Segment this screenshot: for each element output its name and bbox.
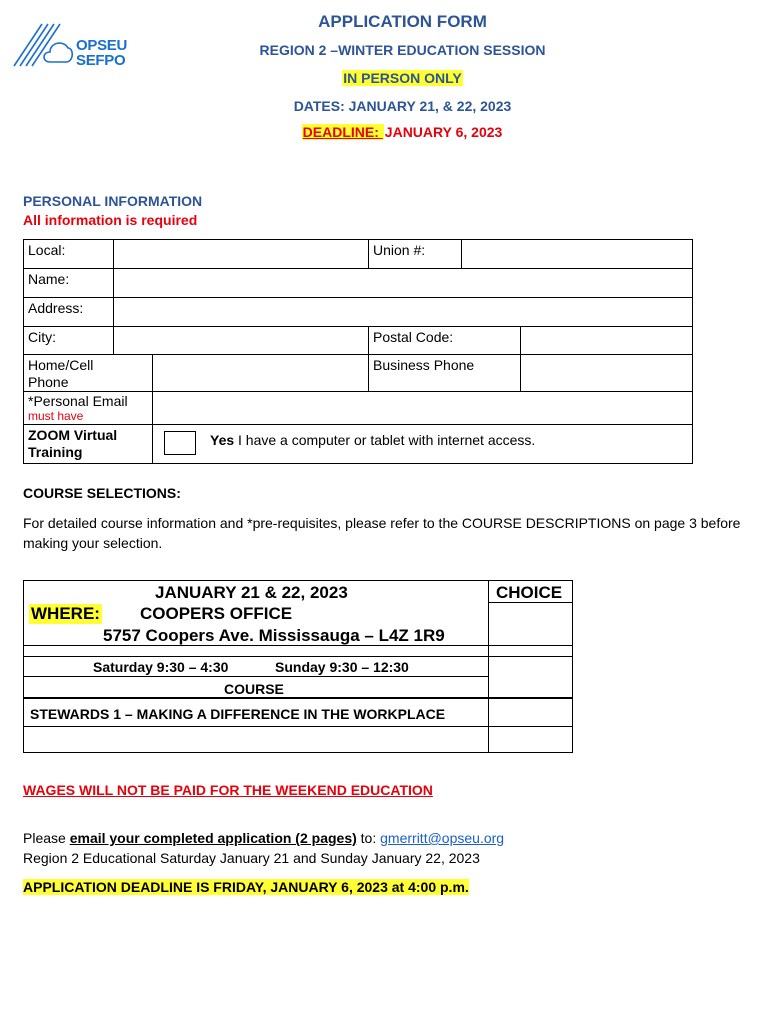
course-selections-text: For detailed course information and *pre-requisites, please refer to the COURSE DESCRIPTIONS on page 3 before making your selection. xyxy=(23,515,741,551)
logo-text-line1: OPSEU xyxy=(76,37,128,54)
email-to: to: xyxy=(356,830,381,846)
address-label: Address: xyxy=(23,297,114,327)
wages-notice: WAGES WILL NOT BE PAID FOR THE WEEKEND EDUCATION xyxy=(23,782,433,798)
row-divider-3 xyxy=(23,676,489,677)
local-label: Local: xyxy=(23,239,114,269)
where-address: 5757 Coopers Ave. Mississauga – L4Z 1R9 xyxy=(103,626,445,645)
postal-label: Postal Code: xyxy=(368,326,521,355)
final-deadline: APPLICATION DEADLINE IS FRIDAY, JANUARY 6, 2023 at 4:00 p.m. xyxy=(23,879,469,895)
header-deadline xyxy=(180,124,625,140)
email-label: *Personal Email xyxy=(28,393,128,409)
where-place: COOPERS OFFICE xyxy=(140,604,293,623)
zoom-label: ZOOM Virtual Training xyxy=(23,424,153,464)
in-person-text: IN PERSON ONLY xyxy=(343,70,462,86)
city-label: City: xyxy=(23,326,114,355)
course-choice-cell[interactable] xyxy=(489,699,572,726)
email-strong: email your completed application (2 pages) xyxy=(69,830,357,846)
postal-input[interactable] xyxy=(520,326,693,355)
sunday-hours: Sunday 9:30 – 12:30 xyxy=(275,659,409,675)
session-dates: DATES: JANUARY 21, & 22, 2023 xyxy=(293,98,512,114)
business-phone-label: Business Phone xyxy=(368,354,521,392)
home-phone-label: Home/Cell Phone xyxy=(23,354,153,392)
address-input[interactable] xyxy=(113,297,693,327)
zoom-yes: Yes xyxy=(210,432,235,448)
email-note: must have xyxy=(28,409,84,423)
form-title: APPLICATION FORM xyxy=(318,12,487,31)
opseu-logo-icon xyxy=(12,22,74,68)
business-phone-input[interactable] xyxy=(520,354,693,392)
union-input[interactable] xyxy=(461,239,693,269)
local-input[interactable] xyxy=(113,239,369,269)
required-note: All information is required xyxy=(23,212,198,228)
email-instruction xyxy=(23,830,504,846)
course-choice-cell-empty[interactable] xyxy=(489,727,572,752)
form-subtitle: REGION 2 –WINTER EDUCATION SESSION xyxy=(259,42,546,58)
course-row: STEWARDS 1 – MAKING A DIFFERENCE IN THE WORKPLACE xyxy=(30,706,446,722)
course-header: COURSE xyxy=(224,681,284,697)
email-link[interactable]: gmerritt@opseu.org xyxy=(380,830,505,846)
zoom-text: I have a computer or tablet with internet access. xyxy=(234,432,536,448)
in-person-note xyxy=(180,70,625,86)
zoom-checkbox[interactable] xyxy=(164,431,196,455)
logo-text-line2: SEFPO xyxy=(76,52,126,69)
personal-info-title: PERSONAL INFORMATION xyxy=(23,193,203,209)
education-dates-line: Region 2 Educational Saturday January 21 and Sunday January 22, 2023 xyxy=(23,850,480,866)
union-label: Union #: xyxy=(368,239,462,269)
zoom-statement xyxy=(210,432,535,448)
choice-header: CHOICE xyxy=(496,583,563,602)
deadline-date: JANUARY 6, 2023 xyxy=(384,124,503,140)
course-selections-title: COURSE SELECTIONS: xyxy=(23,485,181,501)
email-label-cell xyxy=(23,391,153,425)
deadline-label: DEADLINE: xyxy=(302,124,383,140)
course-dates: JANUARY 21 & 22, 2023 xyxy=(155,583,348,602)
home-phone-input[interactable] xyxy=(152,354,369,392)
name-label: Name: xyxy=(23,268,114,298)
email-prefix: Please xyxy=(23,830,70,846)
email-input[interactable] xyxy=(152,391,693,425)
city-input[interactable] xyxy=(113,326,369,355)
saturday-hours: Saturday 9:30 – 4:30 xyxy=(93,659,229,675)
row-divider-2 xyxy=(23,656,573,657)
opseu-logo xyxy=(12,22,147,68)
name-input[interactable] xyxy=(113,268,693,298)
where-label: WHERE: xyxy=(31,604,100,623)
